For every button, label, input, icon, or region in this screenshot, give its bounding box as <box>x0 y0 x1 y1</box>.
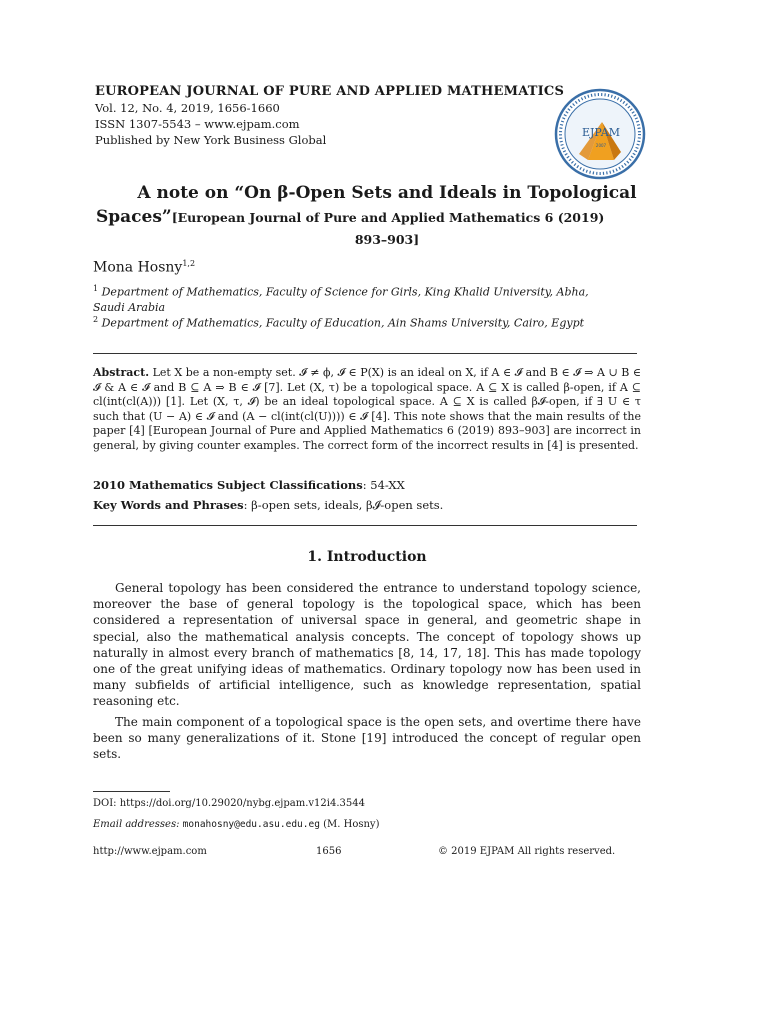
paper-title-spaces: Spaces” <box>96 207 172 227</box>
keywords-label: Key Words and Phrases <box>93 498 244 512</box>
intro-paragraph-1: General topology has been considered the entrance to understand topology science, moreover the base of general topology is the topological space, which has been considered a representation of universal space in general, and geometric shape in special, also the mathematical analysis concepts. The concept of topology shows up naturally in almost every branch of mathematics [8, 14, 17, 18]. This has made topology one of the great unifying ideas of mathematics. Ordinary topology now has been used in many subfields of artificial intelligence, such as knowledge representation, spatial reasoning etc. <box>93 581 641 709</box>
footer-url[interactable]: http://www.ejpam.com <box>93 846 207 857</box>
email-label: Email addresses: <box>93 819 180 830</box>
copyright: © 2019 EJPAM All rights reserved. <box>438 846 616 857</box>
intro-paragraph-2: The main component of a topological space is the open sets, and overtime there have been so many generalizations of it. Stone [19] introduced the concept of regular open sets. <box>93 715 641 762</box>
paper-title-line1: A note on “On β-Open Sets and Ideals in Topological <box>137 183 637 203</box>
affiliation-number: 1 <box>93 284 99 293</box>
paper-title-reference: [European Journal of Pure and Applied Mathematics 6 (2019) <box>171 210 605 225</box>
logo-text: EJPAM <box>581 126 621 139</box>
affiliation-2 <box>93 312 623 331</box>
msc-value: : 54-XX <box>362 478 405 492</box>
publisher-info: Published by New York Business Global <box>95 133 327 147</box>
affiliation-text: Department of Mathematics, Faculty of Science for Girls, King Khalid University, Abha, Saudi Arabia <box>93 285 589 314</box>
author-affiliation-marks: 1,2 <box>182 259 196 268</box>
journal-name: EUROPEAN JOURNAL OF PURE AND APPLIED MATHEMATICS <box>95 84 565 99</box>
volume-info: Vol. 12, No. 4, 2019, 1656-1660 <box>95 101 280 115</box>
abstract-text: Let X be a non-empty set. 𝓘 ≠ ϕ, 𝓘 ∈ P(X) is an ideal on X, if A ∈ 𝓘 and B ∈ 𝓘 ⇒ A ∪ B ∈ 𝓘 & A ∈ 𝓘 and B ⊆ A ⇒ B ∈ 𝓘 [7]. Let (X, τ) be a topological space. A ⊆ X is called β-open, if A ⊆ cl(int(cl(A))) [1]. Let (X, τ, 𝓘) be an ideal topological space. A ⊆ X is called β𝓘-open, if ∃ U ∈ τ such that (U − A) ∈ 𝓘 and (A − cl(int(cl(U)))) ∈ 𝓘 [4]. This note shows that the main results of the paper [4] [European Journal of Pure and Applied Mathematics 6 (2019) 893–903] are incorrect in general, by giving counter examples. The correct form of the incorrect results in [4] is presented. <box>93 366 641 452</box>
footnote-rule <box>93 791 170 792</box>
abstract-bottom-rule <box>93 525 637 526</box>
author <box>93 259 195 276</box>
affiliation-number: 2 <box>93 315 99 324</box>
affiliation-1 <box>93 281 623 315</box>
email-owner: (M. Hosny) <box>323 819 380 830</box>
journal-logo <box>554 88 646 180</box>
keywords-value: : β-open sets, ideals, β𝓘-open sets. <box>243 498 444 512</box>
paper-title-line2 <box>96 207 686 227</box>
abstract <box>93 366 641 453</box>
page-number: 1656 <box>316 846 342 857</box>
keywords-line <box>93 498 443 513</box>
msc-label: 2010 Mathematics Subject Classifications <box>93 478 363 492</box>
logo-year: 2007 <box>595 143 607 148</box>
email-line <box>93 819 380 830</box>
author-name: Mona Hosny <box>93 259 183 276</box>
issn-info: ISSN 1307-5543 – www.ejpam.com <box>95 117 300 131</box>
affiliation-text: Department of Mathematics, Faculty of Education, Ain Shams University, Cairo, Egypt <box>101 316 585 330</box>
abstract-label: Abstract. <box>93 366 150 379</box>
msc-line <box>93 478 405 492</box>
doi-line[interactable]: DOI: https://doi.org/10.29020/nybg.ejpam.v12i4.3544 <box>93 798 365 809</box>
paper-title-line3: 893–903] <box>354 232 420 247</box>
abstract-top-rule <box>93 353 637 354</box>
section-heading: 1. Introduction <box>307 549 427 565</box>
email-address[interactable]: monahosny@edu.asu.edu.eg <box>182 819 320 830</box>
